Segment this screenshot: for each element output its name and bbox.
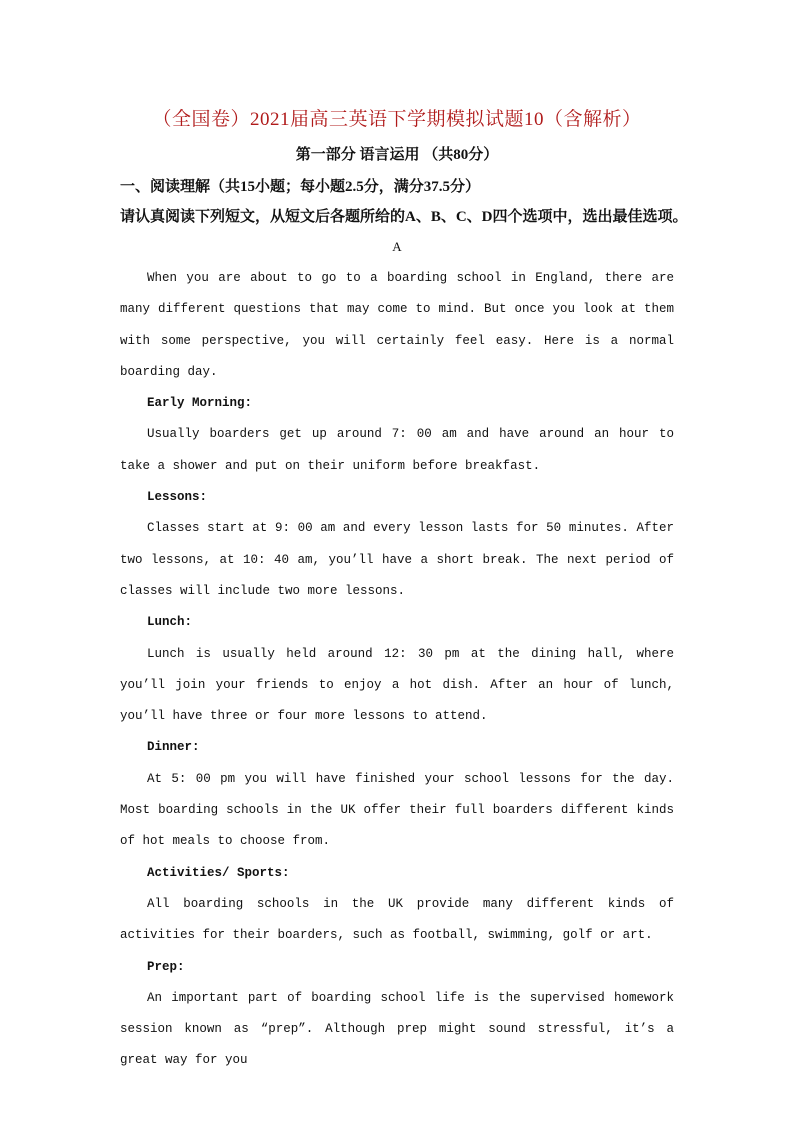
activities-heading: Activities/ Sports: <box>147 865 290 880</box>
early-morning-heading: Early Morning: <box>147 396 253 411</box>
reading-passage <box>120 263 674 1077</box>
document-title: （全国卷）2021届高三英语下学期模拟试题10（含解析） <box>152 109 642 130</box>
lunch-paragraph: Lunch is usually held around 12: 30 pm at the dining hall, where you’ll join your friends to enjoy a hot dish. After an hour of lunch, you’ll have three or four more lessons to attend. <box>120 646 674 724</box>
section-heading: 第一部分 语言运用 （共80分） <box>295 147 499 163</box>
prep-paragraph: An important part of boarding school life is the supervised homework session known as “prep”. Although prep might sound stressful, it’s a great way for you <box>120 990 674 1068</box>
early-morning-paragraph: Usually boarders get up around 7: 00 am and have around an hour to take a shower and put on their uniform before breakfast. <box>120 427 674 473</box>
part-heading: 一、阅读理解（共15小题；每小题2.5分，满分37.5分） <box>120 179 481 195</box>
lunch-heading: Lunch: <box>147 615 193 630</box>
passage-label: A <box>392 239 402 254</box>
activities-paragraph: All boarding schools in the UK provide many different kinds of activities for their boarders, such as football, swimming, golf or art. <box>120 896 674 943</box>
dinner-heading: Dinner: <box>147 740 200 755</box>
lessons-heading: Lessons: <box>147 490 208 505</box>
instructions: 请认真阅读下列短文，从短文后各题所给的A、B、C、D四个选项中，选出最佳选项。 <box>120 209 688 225</box>
dinner-paragraph: At 5: 00 pm you will have finished your school lessons for the day. Most boarding schools in the UK offer their full boarders different kinds of hot meals to choose from. <box>120 771 674 849</box>
intro-paragraph: When you are about to go to a boarding school in England, there are many different questions that may come to mind. But once you look at them with some perspective, you will certainly feel easy. Here is a normal boarding day. <box>120 271 674 379</box>
prep-heading: Prep: <box>147 959 185 974</box>
lessons-paragraph: Classes start at 9: 00 am and every lesson lasts for 50 minutes. After two lessons, at 10: 40 am, you’ll have a short break. The next period of classes will include two more lessons. <box>120 521 674 598</box>
